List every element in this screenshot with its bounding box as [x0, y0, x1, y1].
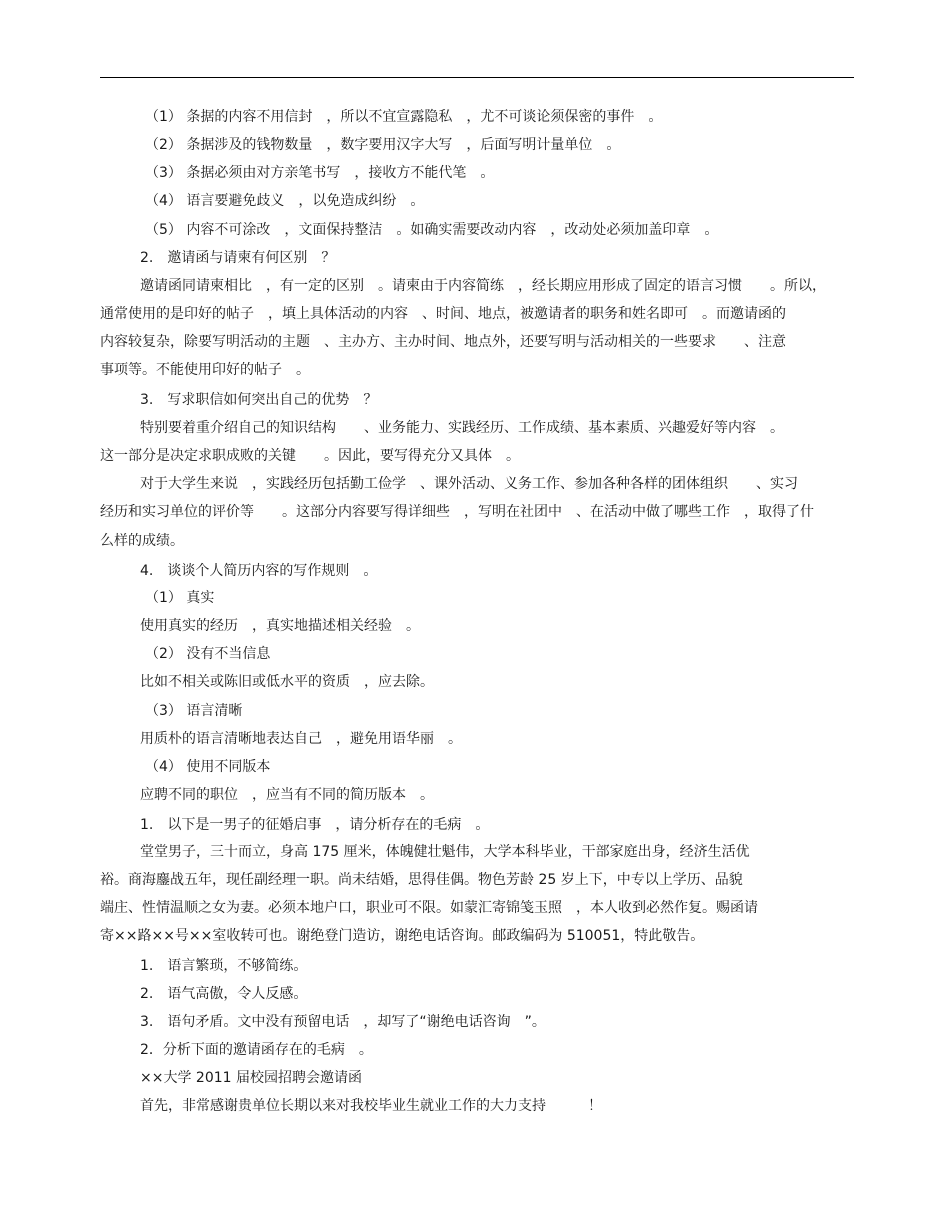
text-line: （4） 语言要避免歧义 ，以免造成纠纷 。: [145, 193, 425, 209]
text-line: 堂堂男子，三十而立，身高 175 厘米，体魄健壮魁伟，大学本科毕业，干部家庭出身，经济生活优: [140, 844, 750, 860]
text-line: 应聘不同的职位 ，应当有不同的简历版本 。: [140, 787, 434, 803]
section-heading: 2. 邀请函与请柬有何区别 ？: [140, 250, 336, 266]
text-line: （3） 条据必须由对方亲笔书写 ，接收方不能代笔 。: [145, 165, 495, 181]
list-item: 1. 语言繁琐，不够简练。: [140, 958, 308, 974]
list-item: 2. 语气高傲，令人反感。: [140, 986, 308, 1002]
text-line: ××大学 2011 届校园招聘会邀请函: [140, 1070, 362, 1086]
text-line: 使用真实的经历 ，真实地描述相关经验 。: [140, 618, 420, 634]
list-item-heading: （2） 没有不当信息: [145, 646, 271, 662]
list-item-heading: （1） 真实: [145, 590, 215, 606]
list-item: 3. 语句矛盾。文中没有预留电话 ，却写了“谢绝电话咨询 ”。: [140, 1014, 546, 1030]
section-heading: 3. 写求职信如何突出自己的优势 ？: [140, 392, 378, 408]
text-line: 比如不相关或陈旧或低水平的资质 ，应去除。: [140, 674, 434, 690]
text-line: 邀请函同请柬相比 ，有一定的区别 。请柬由于内容简练 ，经长期应用形成了固定的语言习惯 。所以，: [140, 278, 826, 294]
list-item-heading: （4） 使用不同版本: [145, 759, 271, 775]
section-heading: 1. 以下是一男子的征婚启事 ，请分析存在的毛病 。: [140, 817, 490, 833]
section-heading: 4. 谈谈个人简历内容的写作规则 。: [140, 563, 378, 579]
text-line: 这一部分是决定求职成败的关键 。因此，要写得充分又具体 。: [100, 448, 520, 464]
list-item-heading: （3） 语言清晰: [145, 703, 243, 719]
text-line: 事项等。不能使用印好的帖子 。: [100, 362, 310, 378]
text-line: 经历和实习单位的评价等 。这部分内容要写得详细些 ，写明在社团中 、在活动中做了哪些工作 ，取得了什: [100, 504, 814, 520]
text-line: （2） 条据涉及的钱物数量 ，数字要用汉字大写 ，后面写明计量单位 。: [145, 137, 621, 153]
header-rule: [100, 77, 854, 78]
text-line: 内容较复杂，除要写明活动的主题 、主办方、主办时间、地点外，还要写明与活动相关的一些要求 、注意: [100, 334, 786, 350]
text-line: 用质朴的语言清晰地表达自己 ，避免用语华丽 。: [140, 731, 462, 747]
text-line: 端庄、性情温顺之女为妻。必须本地户口，职业可不限。如蒙汇寄锦笺玉照 ，本人收到必然作复。赐函请: [100, 900, 758, 916]
text-line: （5） 内容不可涂改 ，文面保持整洁 。如确实需要改动内容 ，改动处必须加盖印章 。: [145, 222, 719, 238]
text-line: （1） 条据的内容不用信封 ，所以不宜宣露隐私 ，尤不可谈论须保密的事件 。: [145, 109, 663, 125]
text-line: 裕。商海鏖战五年，现任副经理一职。尚未结婚，思得佳偶。物色芳龄 25 岁上下，中专以上学历、品貌: [100, 872, 743, 888]
text-line: 寄××路××号××室收转可也。谢绝登门造访，谢绝电话咨询。邮政编码为 510051，特此敬告。: [100, 928, 705, 944]
text-line: 通常使用的是印好的帖子 ，填上具体活动的内容 、时间、地点，被邀请者的职务和姓名即可 。而邀请函的: [100, 306, 786, 322]
text-line: 么样的成绩。: [100, 533, 184, 549]
text-line: 特别要着重介绍自己的知识结构 、业务能力、实践经历、工作成绩、基本素质、兴趣爱好等内容 。: [140, 420, 784, 436]
section-heading: 2．分析下面的邀请函存在的毛病 。: [140, 1042, 373, 1058]
text-line: 首先，非常感谢贵单位长期以来对我校毕业生就业工作的大力支持 ！: [140, 1098, 602, 1114]
text-line: 对于大学生来说 ，实践经历包括勤工俭学 、课外活动、义务工作、参加各种各样的团体组织 、实习: [140, 476, 798, 492]
